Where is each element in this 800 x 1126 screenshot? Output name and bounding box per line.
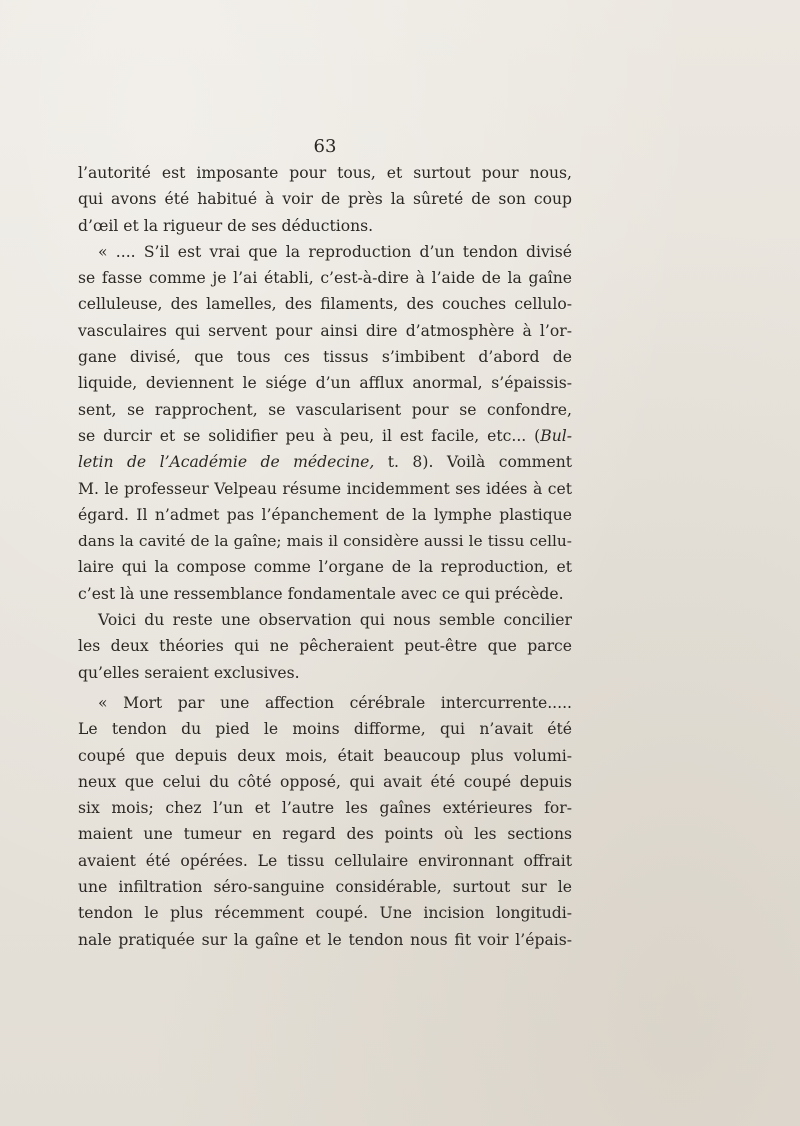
page-number: 63 xyxy=(313,136,337,157)
text-line: « .... S’il est vrai que la reproduction d’un tendon divisé xyxy=(98,242,572,261)
text-line: se fasse comme je l’ai établi, c’est-à-dire à l’aide de la gaîne xyxy=(78,269,572,288)
text-line: vasculaires qui servent pour ainsi dire d’atmosphère à l’or- xyxy=(78,321,572,340)
text-line: une infiltration séro-sanguine considérable, surtout sur le xyxy=(78,878,572,897)
text-line: tendon le plus récemment coupé. Une incision longitudi- xyxy=(78,904,572,923)
text-line: neux que celui du côté opposé, qui avait été coupé depuis xyxy=(78,772,572,791)
text-line: « Mort par une affection cérébrale intercurrente..... xyxy=(98,693,572,712)
text-segment: t. 8). Voilà comment xyxy=(374,453,572,472)
text-line: Voici du reste une observation qui nous semble concilier xyxy=(98,611,572,630)
text-line-mixed xyxy=(78,449,572,475)
italic-segment: Bul- xyxy=(540,426,572,445)
text-line: nale pratiquée sur la gaîne et le tendon nous fit voir l’épais- xyxy=(78,930,572,949)
text-line: qui avons été habitué à voir de près la sûreté de son coup xyxy=(78,190,572,209)
text-line: égard. Il n’admet pas l’épanchement de la lymphe plastique xyxy=(78,505,572,524)
text-line: c’est là une ressemblance fondamentale avec ce qui précède. xyxy=(78,584,564,603)
text-line: M. le professeur Velpeau résume incidemment ses idées à cet xyxy=(78,479,572,498)
text-line: maient une tumeur en regard des points où les sections xyxy=(78,825,572,844)
text-line: dans la cavité de la gaîne; mais il considère aussi le tissu cellu- xyxy=(78,532,572,551)
text-line: avaient été opérées. Le tissu cellulaire environnant offrait xyxy=(78,851,572,870)
body-text xyxy=(78,160,572,953)
text-line: laire qui la compose comme l’organe de la reproduction, et xyxy=(78,558,572,577)
text-line-mixed xyxy=(78,423,572,449)
text-line: Le tendon du pied le moins difforme, qui n’avait été xyxy=(78,720,572,739)
text-line: l’autorité est imposante pour tous, et surtout pour nous, xyxy=(78,164,572,182)
text-line: six mois; chez l’un et l’autre les gaînes extérieures for- xyxy=(78,799,572,818)
text-segment: se durcir et se solidifier peu à peu, il est facile, etc... ( xyxy=(78,426,541,445)
text-line: sent, se rapprochent, se vascularisent pour se confondre, xyxy=(78,400,572,419)
text-line: gane divisé, que tous ces tissus s’imbibent d’abord de xyxy=(78,348,572,367)
text-line: celluleuse, des lamelles, des filaments, des couches cellulo- xyxy=(78,295,572,314)
italic-segment: letin de l’Académie de médecine, xyxy=(78,453,375,472)
text-line: qu’elles seraient exclusives. xyxy=(78,663,300,682)
text-line: coupé que depuis deux mois, était beaucoup plus volumi- xyxy=(78,746,572,765)
text-line: les deux théories qui ne pêcheraient peut-être que parce xyxy=(78,637,572,656)
text-line: liquide, deviennent le siége d’un afflux anormal, s’épaissis- xyxy=(78,374,572,393)
text-line: d’œil et la rigueur de ses déductions. xyxy=(78,216,374,235)
